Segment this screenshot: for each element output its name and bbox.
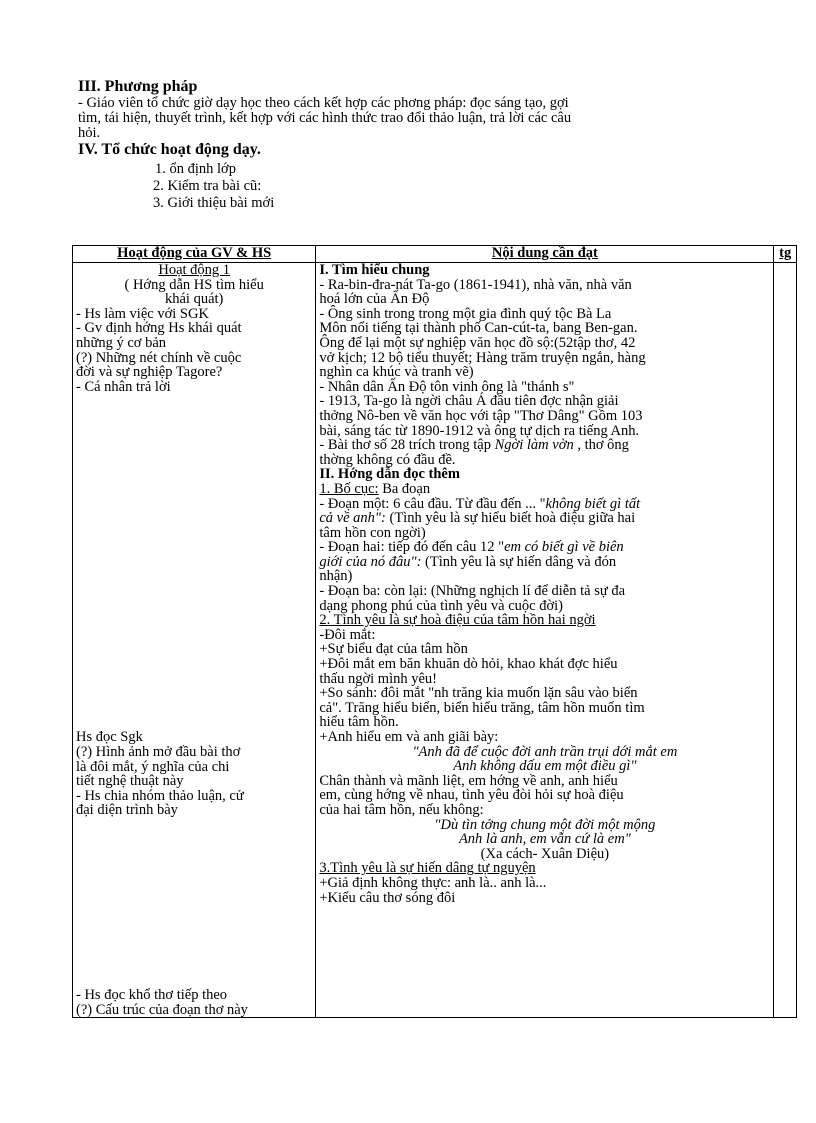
text-line: +Sự biểu đạt của tâm hồn bbox=[319, 641, 468, 658]
italic-run: em có biết gì về biên bbox=[504, 539, 624, 556]
text-line: Môn nổi tiếng tại thành phố Can-cút-ta, bang Ben-gan. bbox=[319, 320, 638, 337]
quote-line: Anh không dấu em một điều gì" bbox=[453, 758, 637, 775]
text-run: - Đoạn hai: tiếp đó đến câu 12 " bbox=[319, 539, 505, 556]
text-line: dạng phong phú của tình yêu và cuộc đời) bbox=[319, 597, 564, 614]
header-time: tg bbox=[774, 246, 797, 263]
list-item: 2. Kiểm tra bài cũ: bbox=[153, 178, 262, 194]
subheading-harmony: 2. Tình yêu là sự hoà điệu của tâm hồn hai ngời bbox=[319, 612, 596, 629]
text-run: (Tình yêu là sự hiến dâng và đón bbox=[421, 553, 617, 570]
list-item: 3. Giới thiệu bài mới bbox=[153, 195, 275, 211]
text-line: - Hs đọc khổ thơ tiếp theo bbox=[76, 986, 228, 1003]
quote-line: "Anh đã để cuộc đời anh trần trụi dới mắt em bbox=[412, 743, 678, 760]
lesson-table bbox=[72, 245, 797, 1018]
text-line: đời và sự nghiệp Tagore? bbox=[76, 364, 223, 381]
activity-steps bbox=[78, 161, 798, 212]
text-line: cả". Trăng hiểu biển, biển hiểu trăng, tâm hồn muốn tìm bbox=[319, 699, 645, 716]
heading-general: I. Tìm hiểu chung bbox=[319, 262, 430, 278]
italic-title: Ngời làm vờn bbox=[494, 437, 574, 454]
heading-reading: II. Hớng dẫn đọc thêm bbox=[319, 466, 460, 483]
text-line: +So sánh: đôi mắt "nh trăng kia muốn lặn sâu vào biển bbox=[319, 685, 638, 702]
text-line: Ông để lại một sự nghiệp văn học đồ sộ:(52tập thơ, 42 bbox=[319, 334, 636, 351]
text-line bbox=[319, 497, 770, 512]
table-row bbox=[73, 263, 797, 1018]
text-line: Chân thành và mãnh liệt, em hớng về anh, anh hiểu bbox=[319, 772, 618, 789]
text-line: thờng không có đầu đề. bbox=[319, 451, 456, 468]
text-line: - Ra-bin-đra-nát Ta-go (1861-1941), nhà văn, nhà văn bbox=[319, 276, 632, 293]
text-line: +Anh hiểu em và anh giãi bày: bbox=[319, 729, 499, 745]
italic-run: cả về anh": bbox=[319, 510, 386, 527]
text-line bbox=[319, 482, 770, 497]
text-line: thởng Nô-ben về văn học với tập "Thơ Dâng" Gồm 103 bbox=[319, 407, 643, 424]
header-content: Nội dung cần đạt bbox=[316, 246, 774, 263]
section-3-line: tìm, tái hiện, thuyết trình, kết hợp với các hình thức trao đổi thảo luận, trả lời các câu bbox=[78, 110, 572, 126]
text-run: - Đoạn một: 6 câu đầu. Từ đầu đến ... " bbox=[319, 495, 546, 512]
text-line: - Hs làm việc với SGK bbox=[76, 305, 209, 322]
text-line: đại diện trình bày bbox=[76, 802, 178, 819]
section-3-body bbox=[78, 96, 798, 141]
text-line: nghìn ca khúc và tranh vẽ) bbox=[319, 364, 474, 381]
document-page bbox=[78, 78, 798, 212]
text-run: , thơ ông bbox=[573, 437, 629, 454]
section-3-line: - Giáo viên tổ chức giờ dạy học theo cách kết hợp các phơng pháp: đọc sáng tạo, gợi bbox=[78, 95, 569, 111]
content-column bbox=[316, 263, 774, 1018]
text-line: (?) Hình ảnh mở đầu bài thơ bbox=[76, 743, 241, 760]
underlined-label: 1. Bố cục: bbox=[319, 480, 379, 497]
text-line: - Đoạn ba: còn lại: (Những nghịch lí để diễn tả sự đa bbox=[319, 583, 626, 600]
text-line: những ý cơ bản bbox=[76, 334, 167, 351]
text-line: của hai tâm hồn, nếu không: bbox=[319, 801, 484, 818]
spacer bbox=[76, 818, 312, 988]
subheading-devotion: 3.Tình yêu là sự hiến dâng tự nguyện bbox=[319, 860, 536, 877]
header-activity: Hoạt động của GV & HS bbox=[73, 246, 316, 263]
text-line: thấu ngời mình yêu! bbox=[319, 670, 437, 687]
text-line: - Nhân dân Ấn Độ tôn vinh ông là "thánh s" bbox=[319, 378, 575, 395]
text-line: - Hs chia nhóm thảo luận, cử bbox=[76, 787, 244, 804]
time-column bbox=[774, 263, 797, 1018]
text-line: khái quát) bbox=[164, 291, 224, 308]
text-line: hiểu tâm hồn. bbox=[319, 714, 399, 731]
text-run: - Bài thơ số 28 trích trong tập bbox=[319, 437, 495, 454]
table-header-row bbox=[73, 246, 797, 263]
section-3-line: hỏi. bbox=[78, 125, 101, 141]
text-line bbox=[319, 438, 770, 453]
quote-source: (Xa cách- Xuân Diệu) bbox=[480, 845, 610, 862]
text-line bbox=[319, 555, 770, 570]
text-line: ( Hớng dẫn HS tìm hiểu bbox=[124, 276, 264, 293]
text-line: nhận) bbox=[319, 568, 353, 585]
italic-run: không biết gì tất bbox=[545, 495, 641, 512]
text-line: +Giả định không thực: anh là.. anh là... bbox=[319, 874, 547, 891]
text-line: - Gv định hớng Hs khái quát bbox=[76, 320, 242, 337]
text-line: em, cùng hớng về nhau, tình yêu đòi hỏi sự hoà điệu bbox=[319, 787, 624, 804]
text-run: (Tình yêu là sự hiểu biết hoà điệu giữa hai bbox=[385, 510, 636, 527]
section-3-title: III. Phương pháp bbox=[78, 78, 198, 95]
text-line: vở kịch; 12 bộ tiểu thuyết; Hàng trăm truyện ngắn, hàng bbox=[319, 349, 646, 366]
text-line: Hs đọc Sgk bbox=[76, 729, 143, 746]
list-item: 1. ổn định lớp bbox=[155, 161, 236, 177]
text-line: - 1913, Ta-go là ngời châu Á đầu tiên đợc nhận giải bbox=[319, 393, 619, 410]
text-line: bài, sáng tác từ 1890-1912 và ông tự dịch ra tiếng Anh. bbox=[319, 422, 640, 439]
activity-column bbox=[73, 263, 316, 1018]
text-line: là đôi mắt, ý nghĩa của chi bbox=[76, 758, 230, 775]
spacer bbox=[76, 394, 312, 730]
text-line: hoá lớn của Ấn Độ bbox=[319, 291, 430, 308]
text-line: -Đôi mắt: bbox=[319, 626, 376, 643]
text-line: tâm hồn con ngời) bbox=[319, 524, 426, 541]
activity-1-title: Hoạt động 1 bbox=[158, 262, 231, 278]
text-line: (?) Cấu trúc của đoạn thơ này bbox=[76, 1001, 248, 1018]
quote-line: "Dù tìn tởng chung một đời một mộng bbox=[434, 816, 656, 833]
text-run: Ba đoạn bbox=[378, 480, 431, 497]
text-line: (?) Những nét chính về cuộc bbox=[76, 349, 242, 366]
text-line: +Kiểu câu thơ sóng đôi bbox=[319, 889, 456, 906]
text-line bbox=[319, 511, 770, 526]
text-line: +Đôi mắt em băn khuăn dò hỏi, khao khát đợc hiểu bbox=[319, 656, 618, 673]
text-line: - Ông sinh trong trong một gia đình quý tộc Bà La bbox=[319, 305, 612, 322]
section-4-title: IV. Tổ chức hoạt động dạy. bbox=[78, 141, 261, 158]
text-line bbox=[319, 540, 770, 555]
text-line: tiết nghệ thuật này bbox=[76, 773, 184, 790]
italic-run: giới của nó đâu": bbox=[319, 553, 422, 570]
quote-line: Anh là anh, em vẫn cứ là em" bbox=[458, 831, 631, 848]
text-line: - Cá nhân trả lời bbox=[76, 378, 171, 395]
